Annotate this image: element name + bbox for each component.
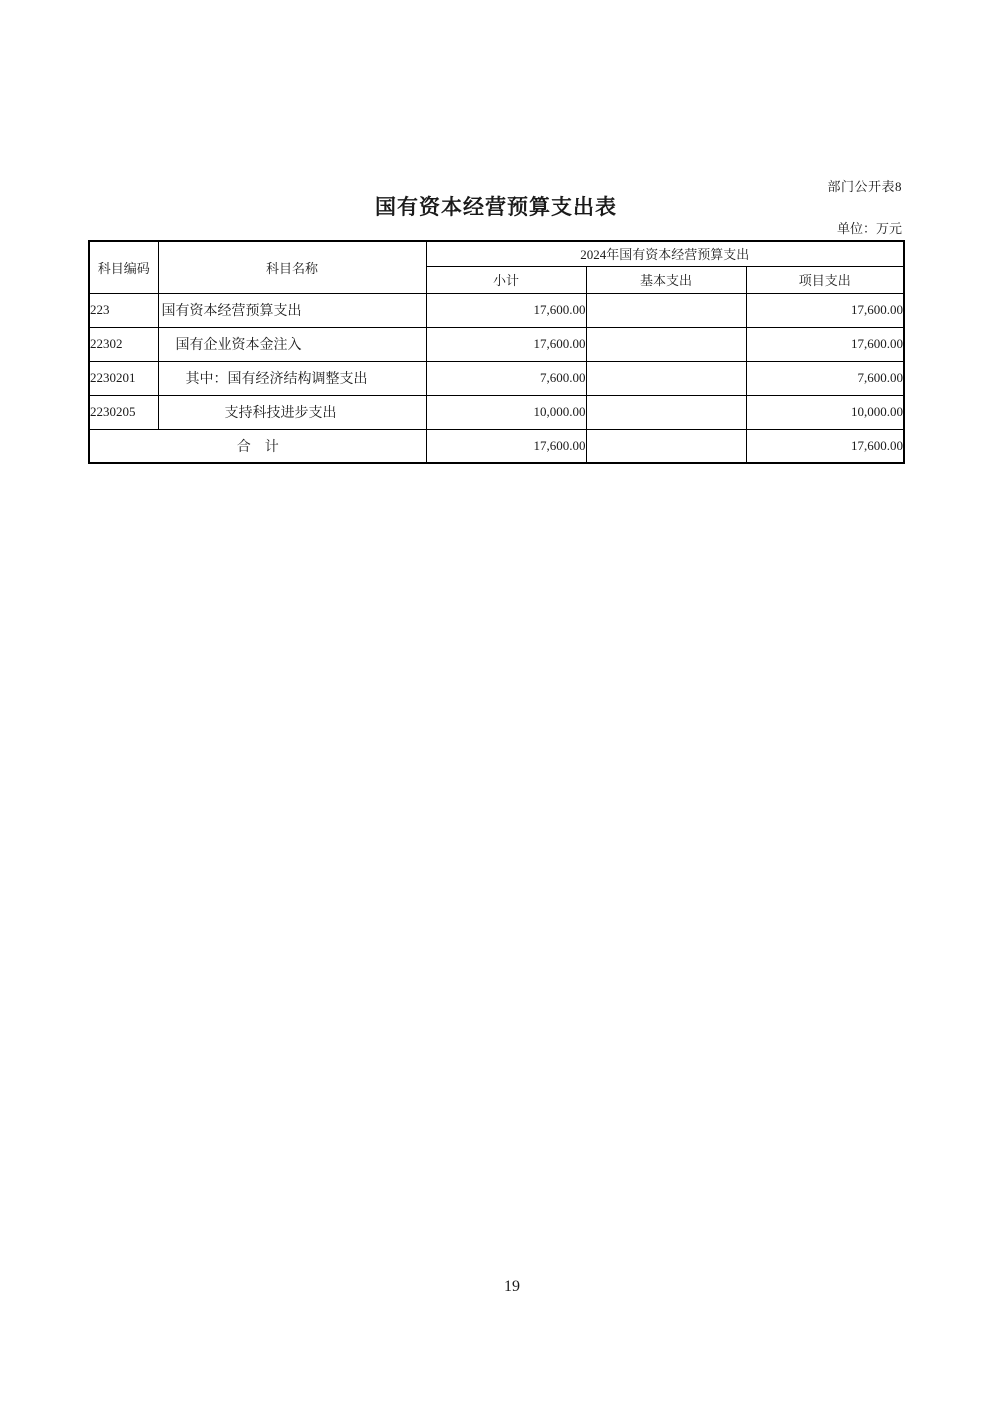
cell-basic xyxy=(586,395,746,429)
col-header-project: 项目支出 xyxy=(746,266,904,293)
table-row xyxy=(89,293,904,327)
doc-label: 部门公开表8 xyxy=(827,179,902,194)
cell-name: 国有资本经营预算支出 xyxy=(158,293,426,327)
col-header-basic: 基本支出 xyxy=(586,266,746,293)
cell-subtotal: 7,600.00 xyxy=(426,361,586,395)
cell-name: 其中：国有经济结构调整支出 xyxy=(158,361,426,395)
total-basic xyxy=(586,429,746,463)
cell-code: 223 xyxy=(89,293,158,327)
header-row-top xyxy=(89,241,904,266)
cell-project: 17,600.00 xyxy=(746,293,904,327)
table-row xyxy=(89,327,904,361)
cell-basic xyxy=(586,361,746,395)
budget-table xyxy=(88,240,905,464)
cell-basic xyxy=(586,293,746,327)
cell-subtotal: 17,600.00 xyxy=(426,293,586,327)
cell-project: 17,600.00 xyxy=(746,327,904,361)
cell-subtotal: 17,600.00 xyxy=(426,327,586,361)
total-row xyxy=(89,429,904,463)
cell-basic xyxy=(586,327,746,361)
col-header-name: 科目名称 xyxy=(158,241,426,293)
total-label: 合 计 xyxy=(89,429,426,463)
cell-name: 支持科技进步支出 xyxy=(158,395,426,429)
cell-code: 22302 xyxy=(89,327,158,361)
cell-code: 2230201 xyxy=(89,361,158,395)
table-row xyxy=(89,361,904,395)
cell-project: 10,000.00 xyxy=(746,395,904,429)
col-header-subtotal: 小计 xyxy=(426,266,586,293)
cell-subtotal: 10,000.00 xyxy=(426,395,586,429)
cell-code: 2230205 xyxy=(89,395,158,429)
total-subtotal: 17,600.00 xyxy=(426,429,586,463)
cell-project: 7,600.00 xyxy=(746,361,904,395)
page-number: 19 xyxy=(504,1278,520,1295)
total-project: 17,600.00 xyxy=(746,429,904,463)
col-header-code: 科目编码 xyxy=(89,241,158,293)
unit-label: 单位：万元 xyxy=(836,221,902,236)
page-title: 国有资本经营预算支出表 xyxy=(375,195,617,219)
col-header-group: 2024年国有资本经营预算支出 xyxy=(426,241,904,266)
table-row xyxy=(89,395,904,429)
cell-name: 国有企业资本金注入 xyxy=(158,327,426,361)
